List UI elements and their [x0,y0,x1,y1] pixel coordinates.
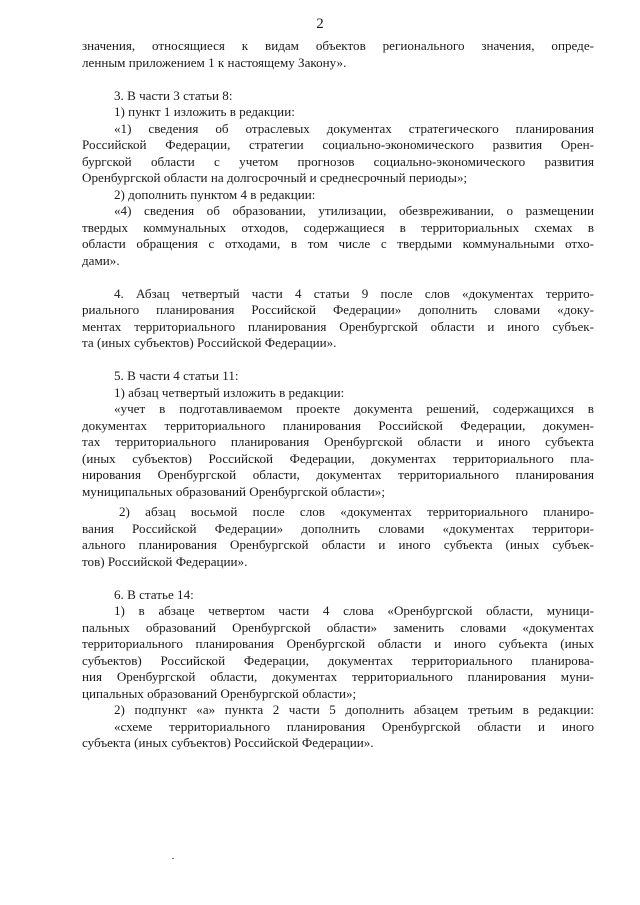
paragraph-spacer [82,570,594,587]
text-line: бургской области с учетом прогнозов социально-экономического развития [82,153,594,169]
text-line: субъектов) Российской Федерации, документах территориального планирова- [82,652,594,668]
text-line: 1) абзац четвертый изложить в редакции: [114,384,345,400]
paragraph-spacer [82,71,594,88]
text-line: Российской Федерации, стратегии социально-экономического развития Орен- [82,137,594,152]
text-line: «4) сведения об образовании, утилизации, обезвреживании, о размещении [114,203,594,218]
text-line: «1) сведения об отраслевых документах стратегического планирования [114,120,594,136]
text-line: ального планирования Оренбургской области и иного субъекта (иных субъек- [82,537,594,552]
text-line: тах территориального планирования Оренбургской области и иного субъекта [82,434,594,449]
text-line: муниципальных образований Оренбургской области»; [82,483,385,499]
document-section [82,587,594,752]
text-line: дами». [82,252,120,268]
text-line: 3. В части 3 статьи 8: [114,87,233,103]
text-line: «схеме территориального планирования Оренбургской области и иного [114,718,594,734]
text-line: области обращения с отходами, в том числе с твердыми коммунальными отхо- [82,236,594,251]
text-line: ния Оренбургской области, документах территориального планирования муни- [82,669,594,684]
text-line: документах территориального планирования Российской Федерации, докумен- [82,417,594,433]
text-line: 4. Абзац четвертый части 4 статьи 9 после слов «документах террито- [114,285,594,301]
text-line: 1) в абзаце четвертом части 4 слова «Оренбургской области, муници- [114,603,594,618]
text-line: ленным приложением 1 к настоящему Закону». [82,54,347,70]
text-line: пальных образований Оренбургской области» заменить словами «документах [82,619,594,635]
document-section [82,286,594,352]
text-line: (иных субъектов) Российской Федерации, документах территориального пла- [82,450,594,466]
paragraph-spacer [82,269,594,286]
text-line: риального планирования Российской Федерации» дополнить словами «доку- [82,302,594,317]
text-line: 2) дополнить пунктом 4 в редакции: [114,186,316,202]
text-line: субъекта (иных субъектов) Российской Федерации». [82,735,374,750]
text-line: 2) подпункт «а» пункта 2 части 5 дополнить абзацем третьим в редакции: [114,702,594,717]
text-line: значения, относящиеся к видам объектов регионального значения, опреде- [82,38,594,53]
document-section [82,38,594,71]
document-body [82,38,594,752]
text-line: нирования Оренбургской области, документах территориального планирования [82,467,594,482]
text-line: та (иных субъектов) Российской Федерации». [82,335,337,350]
text-line: 2) абзац восьмой после слов «документах территориального планиро- [119,504,594,519]
document-section [82,88,594,270]
text-line: Оренбургской области на долгосрочный и среднесрочный периоды»; [82,170,468,185]
document-section [82,368,594,570]
text-line: ципальных образований Оренбургской области»; [82,685,357,701]
text-line: 6. В статье 14: [114,586,194,602]
text-line: тов) Российской Федерации». [82,553,248,569]
text-line: 5. В части 4 статьи 11: [114,368,239,383]
page-number: 2 [316,16,324,32]
text-line: территориального планирования Оренбургской области и иного субъекта (иных [82,636,594,651]
text-line: «учет в подготавливаемом проекте документа решений, содержащихся в [114,401,594,416]
paragraph-spacer [82,352,594,369]
text-line: твердых коммунальных отходов, содержащиеся в территориальных схемах в [82,219,594,235]
text-line: ментах территориального планирования Оренбургской области и иного субъек- [82,318,594,334]
text-line: 1) пункт 1 изложить в редакции: [114,104,295,119]
text-line: вания Российской Федерации» дополнить словами «документах территори- [82,520,594,536]
scan-speck [172,858,174,859]
